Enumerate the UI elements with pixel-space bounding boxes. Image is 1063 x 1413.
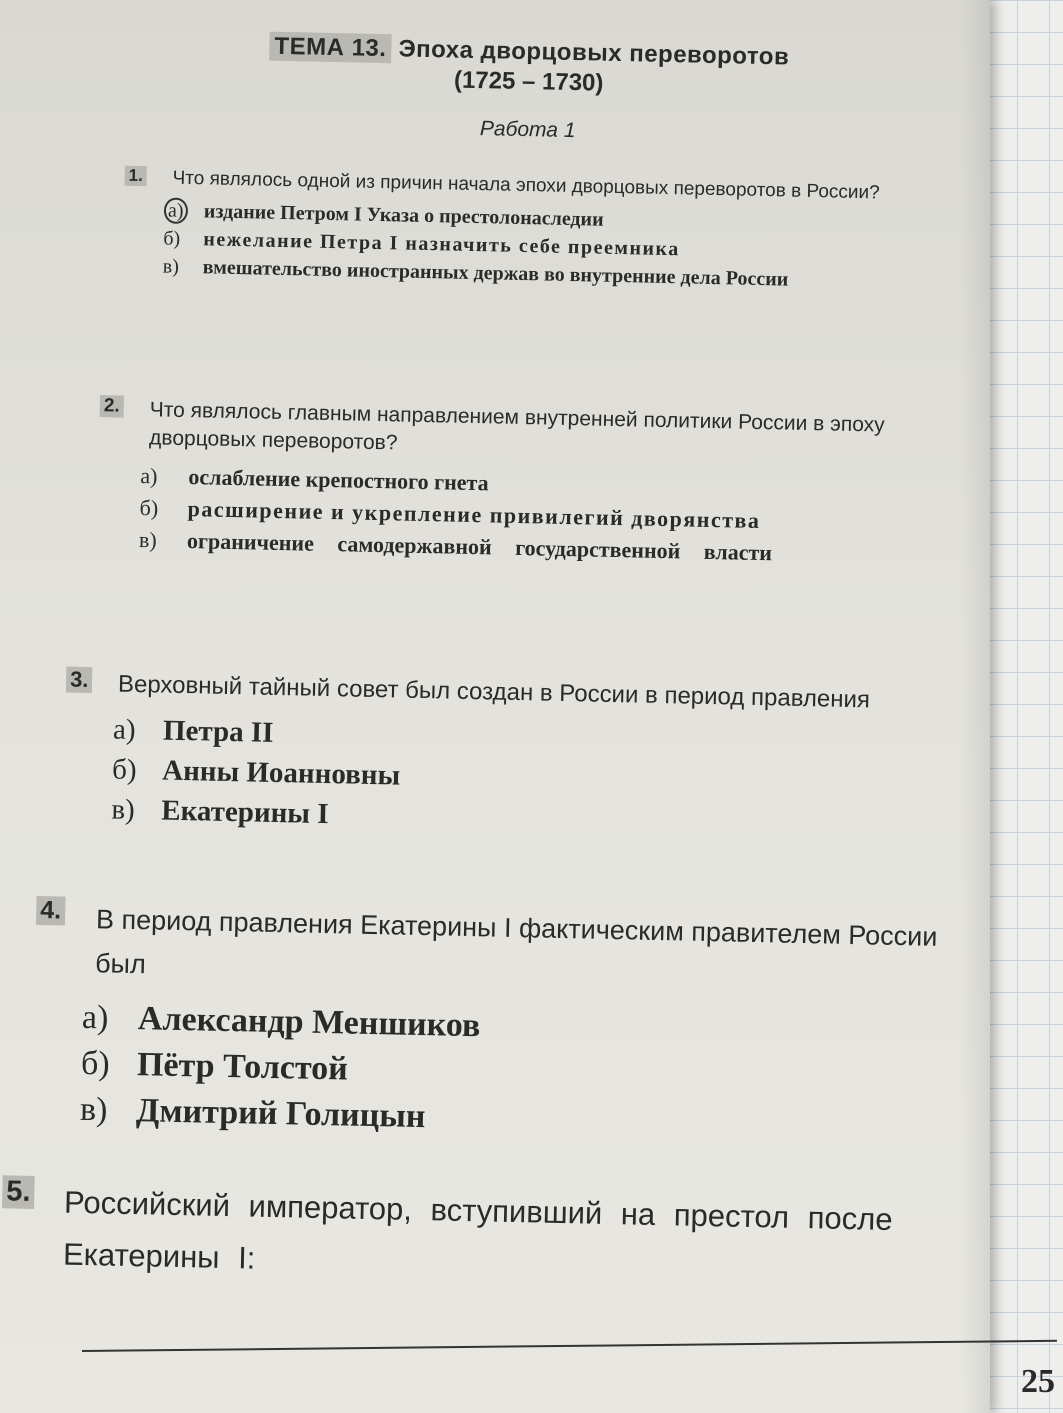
topic-label: ТЕМА 13. xyxy=(269,32,392,64)
question-2 xyxy=(97,395,940,573)
answer-line xyxy=(82,1340,1057,1352)
option-letter: в) xyxy=(111,793,136,826)
option-letter: б) xyxy=(111,753,137,787)
option-text: нежелание Петра I назначить себе преемника xyxy=(203,228,680,261)
question-text: В период правления Екатерины I фактическим правителем России был xyxy=(94,904,938,980)
option-text: Анны Иоанновны xyxy=(161,754,401,792)
option-text: Екатерины I xyxy=(161,794,329,831)
option-letter: в) xyxy=(79,1090,108,1129)
page-number: 25 xyxy=(1021,1363,1055,1400)
question-5 xyxy=(1,1175,963,1299)
question-3 xyxy=(63,667,946,847)
option-letter: в) xyxy=(138,527,158,553)
option-text: ограничение самодержавной государственной власти xyxy=(186,528,773,566)
topic-title: Эпоха дворцовых переворотов xyxy=(398,35,790,71)
option-letter: б) xyxy=(80,1044,111,1083)
page-header xyxy=(188,31,870,149)
option-text: Дмитрий Голицын xyxy=(135,1092,426,1136)
option-text: Пётр Толстой xyxy=(136,1046,349,1088)
option-letter: б) xyxy=(163,227,181,250)
question-number: 4. xyxy=(36,896,65,926)
question-1 xyxy=(122,166,914,297)
question-number: 2. xyxy=(100,395,124,417)
option-letter: а) xyxy=(112,713,136,746)
question-4 xyxy=(32,896,957,1151)
page-content xyxy=(0,15,1000,1276)
question-number: 1. xyxy=(124,166,147,186)
option-letter: в) xyxy=(162,255,180,278)
question-text: Российский император, вступивший на престол после Екатерины I: xyxy=(62,1184,893,1276)
question-text: Верховный тайный совет был создан в России в период правления xyxy=(117,670,871,714)
circled-answer-mark: а) xyxy=(164,197,188,223)
option-text: Александр Меншиков xyxy=(137,1000,481,1045)
question-number: 5. xyxy=(2,1175,35,1209)
option-letter: б) xyxy=(139,495,159,521)
page-edge-shadow xyxy=(960,0,990,1413)
topic-years: (1725 – 1730) xyxy=(453,66,604,97)
question-text: Что являлось главным направлением внутренней политики России в эпоху дворцовых переворотов? xyxy=(148,398,885,455)
work-title: Работа 1 xyxy=(479,117,576,143)
option-text: издание Петром I Указа о престолонаследии xyxy=(203,200,604,231)
option-letter: а) xyxy=(140,463,158,489)
question-text: Что являлось одной из причин начала эпохи дворцовых переворотов в России? xyxy=(172,167,880,204)
option-text: вмешательство иностранных держав во внутренние дела России xyxy=(202,256,789,291)
option-letter: а) xyxy=(81,998,109,1037)
option-text: расширение и укрепление привилегий дворянства xyxy=(187,496,761,534)
question-number: 3. xyxy=(66,667,93,694)
option-text: Петра II xyxy=(162,714,274,749)
option-text: ослабление крепостного гнета xyxy=(188,464,489,496)
option-letter xyxy=(164,196,205,225)
